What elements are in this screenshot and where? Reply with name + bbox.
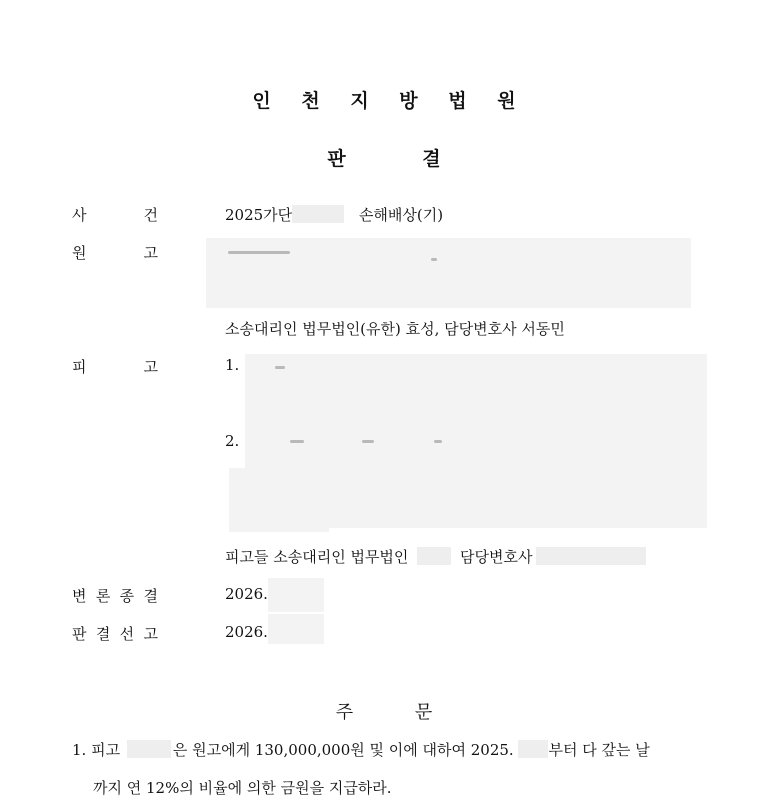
- redacted-lawyer-name: [536, 547, 646, 565]
- order-paragraph-1-cont: 까지 연 12%의 비율에 의한 금원을 지급하라.: [93, 779, 392, 797]
- defendant-1-number: 1.: [225, 356, 240, 374]
- closing-label: 변 론 종 결: [72, 587, 158, 605]
- redacted-sentence-date: [268, 614, 324, 644]
- redacted-date: [518, 740, 548, 758]
- defendant-counsel: 피고들 소송대리인 법무법인 담당변호사: [225, 546, 646, 567]
- plaintiff-counsel: 소송대리인 법무법인(유한) 효성, 담당변호사 서동민: [225, 320, 565, 338]
- redaction-artifact: [434, 440, 442, 443]
- defendant-2-number: 2.: [225, 432, 240, 450]
- case-name: 손해배상(기): [358, 206, 444, 224]
- order-paragraph-1: 1. 피고 은 원고에게 130,000,000원 및 이에 대하여 2025. 부터 다 갚는 날: [72, 741, 650, 759]
- defendant-label: 피 고: [72, 358, 158, 376]
- court-name: 인 천 지 방 법 원: [252, 90, 528, 112]
- sentence-date: 2026.: [225, 623, 268, 641]
- redaction-artifact: [431, 258, 437, 261]
- case-value: [225, 204, 443, 225]
- redaction-artifact: [362, 440, 374, 443]
- plaintiff-label: 원 고: [72, 244, 158, 262]
- redacted-closing-date: [268, 578, 324, 612]
- case-label: 사 건: [72, 206, 158, 224]
- case-number: 2025가단: [225, 206, 293, 224]
- closing-date: 2026.: [225, 585, 268, 603]
- redaction-artifact: [275, 366, 285, 369]
- document-title: 판 결: [327, 148, 441, 170]
- redaction-artifact: [228, 251, 290, 254]
- redacted-plaintiff-info: [206, 238, 691, 308]
- sentence-label: 판 결 선 고: [72, 625, 158, 643]
- redacted-defendant-info-extra: [229, 468, 329, 532]
- redacted-defendant-name: [127, 740, 171, 758]
- order-title: 주 문: [335, 702, 433, 723]
- redacted-firm-name: [417, 547, 451, 565]
- redaction-artifact: [290, 440, 304, 443]
- redacted-case-number: [292, 205, 344, 223]
